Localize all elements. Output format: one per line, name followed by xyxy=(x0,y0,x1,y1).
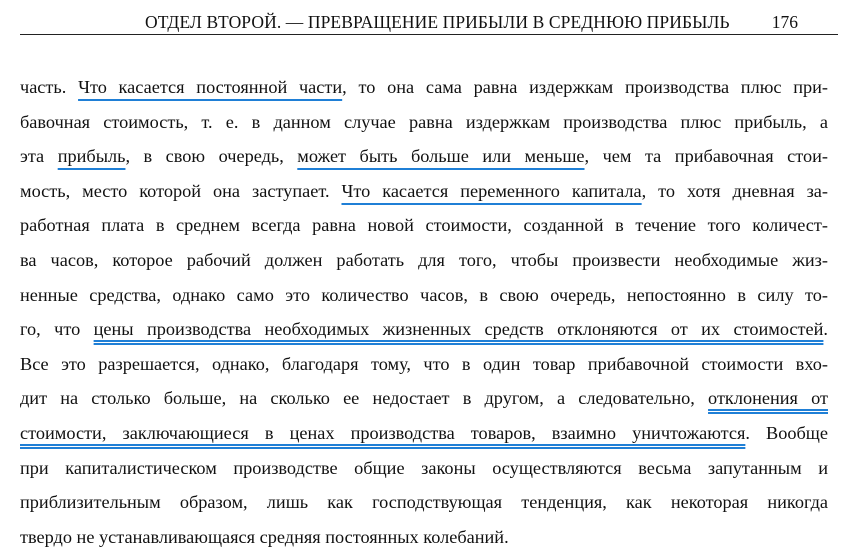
text-segment: . xyxy=(823,319,828,340)
underlined-phrase: может быть больше или меньше xyxy=(297,146,585,167)
text-line xyxy=(20,174,828,209)
text-line xyxy=(20,208,828,243)
body-paragraph xyxy=(20,70,828,554)
underlined-phrase: прибыль xyxy=(57,146,126,167)
text-segment: го, что xyxy=(20,319,94,340)
text-segment: . Вообще xyxy=(745,422,828,443)
text-segment: Все это разрешается, однако, благодаря тому, что в один товар прибавочной стоимости вхо- xyxy=(20,353,828,374)
text-line xyxy=(20,139,828,174)
text-segment: ва часов, которое рабочий должен работать для того, чтобы произвести необходимые жиз- xyxy=(20,249,828,270)
underlined-phrase: Что касается переменного капитала xyxy=(341,180,642,201)
page-number: 176 xyxy=(771,12,798,32)
text-segment: мость, место которой она заступает. xyxy=(20,180,342,201)
page-header xyxy=(20,6,838,35)
text-line xyxy=(20,381,828,416)
underlined-phrase: Что касается постоянной части xyxy=(78,77,343,97)
double-underlined-phrase: цены производства необходимых жизненных средств отклоняются от их стоимостей xyxy=(93,319,824,340)
text-line xyxy=(20,416,828,451)
text-segment: , то она сама равна издержкам производства плюс при- xyxy=(342,77,829,97)
text-segment: ненные средства, однако само это количество часов, в свою очередь, непостоянно в силу то- xyxy=(20,284,828,305)
text-segment: дит на столько больше, на сколько ее недостает в другом, а следовательно, xyxy=(20,388,709,409)
double-underlined-phrase: отклонения от xyxy=(708,388,828,409)
running-title: ОТДЕЛ ВТОРОЙ. — ПРЕВРАЩЕНИЕ ПРИБЫЛИ В СРЕДНЮЮ ПРИБЫЛЬ xyxy=(145,12,730,32)
text-line xyxy=(20,520,828,554)
text-segment: , в свою очередь, xyxy=(125,146,298,167)
text-segment: приблизительным образом, лишь как господствующая тенденция, как некоторая никогда xyxy=(20,492,828,513)
text-segment: , чем та прибавочная стои- xyxy=(584,146,828,167)
text-line xyxy=(20,312,828,347)
text-segment: бавочная стоимость, т. е. в данном случае равна издержкам производства плюс прибыль, а xyxy=(20,111,828,132)
double-underlined-phrase: стоимости, заключающиеся в ценах производства товаров, взаимно уничтожаются xyxy=(20,422,746,443)
text-segment: при капиталистическом производстве общие законы осуществляются весьма запутанным и xyxy=(20,457,828,478)
text-segment: работная плата в среднем всегда равна новой стоимости, созданной в течение того количест- xyxy=(20,215,828,236)
text-segment: твердо не устанавливающаяся средняя постоянных колебаний. xyxy=(20,526,509,547)
text-segment: , то хотя дневная за- xyxy=(641,180,828,201)
text-line xyxy=(20,243,828,278)
text-line xyxy=(20,105,828,140)
text-segment: часть. xyxy=(20,77,79,97)
text-line xyxy=(20,451,828,486)
text-line xyxy=(20,278,828,313)
text-line xyxy=(20,485,828,520)
text-segment: эта xyxy=(20,146,58,167)
text-line xyxy=(20,70,828,105)
text-line xyxy=(20,347,828,382)
